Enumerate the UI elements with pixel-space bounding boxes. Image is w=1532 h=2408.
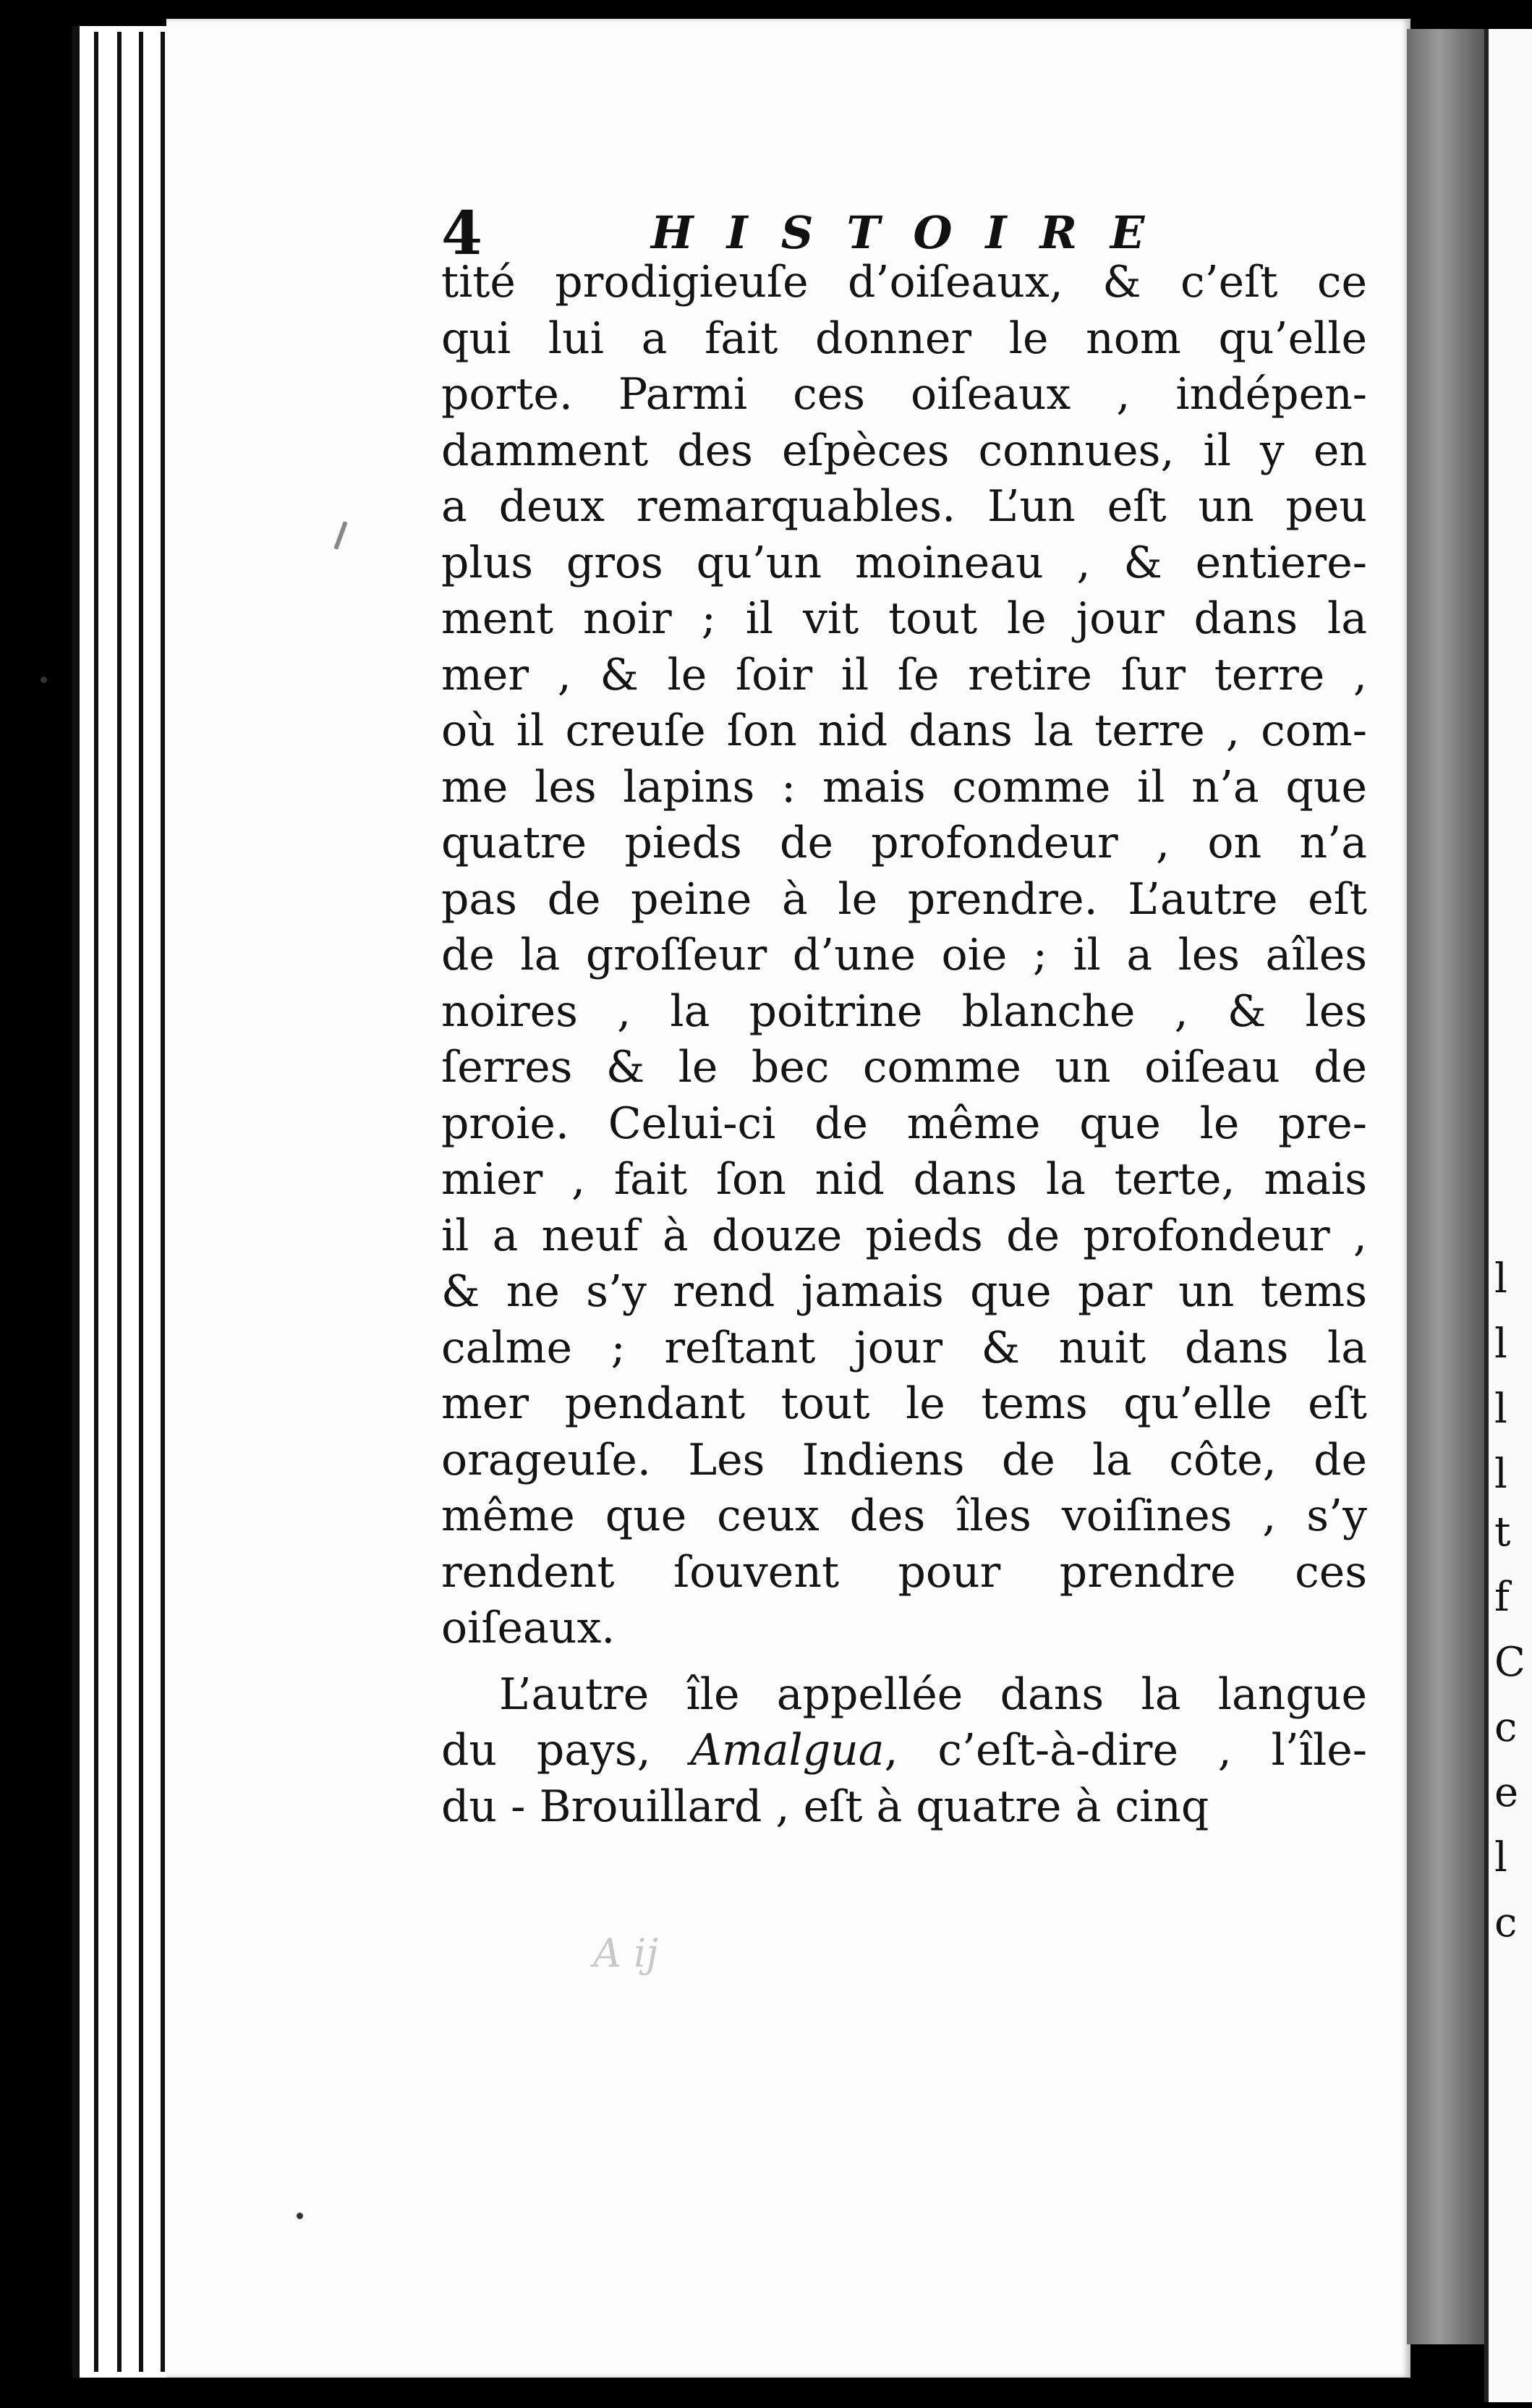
page-number: 4 <box>441 199 483 268</box>
page-gutter <box>1407 29 1486 2344</box>
text-line: L’autre île appellée dans la langue <box>499 1669 1367 1720</box>
text-line: mier , fait ſon nid dans la terte, mais <box>441 1154 1367 1205</box>
text-line: me les lapins : mais comme il n’a que <box>441 761 1367 813</box>
body-text <box>441 255 1367 1835</box>
text-line: il a neuf à douze pieds de profondeur , <box>441 1210 1367 1261</box>
next-page-letter: c <box>1494 1899 1518 1946</box>
text-line: oiſeaux. <box>441 1603 616 1653</box>
ink-speck <box>297 2213 303 2219</box>
page-edge-line <box>161 32 165 2372</box>
text-line: ment noir ; il vit tout le jour dans la <box>441 593 1367 644</box>
text-line: pas de peine à le prendre. L’autre eſt <box>441 873 1367 925</box>
text-line: où il creuſe ſon nid dans la terre , com- <box>441 705 1367 756</box>
text-line: plus gros qu’un moineau , & entiere- <box>441 537 1367 588</box>
text-line: calme ; reſtant jour & nuit dans la <box>441 1322 1367 1373</box>
text-line: ſerres & le bec comme un oiſeau de <box>441 1042 1367 1093</box>
next-page-letter: e <box>1494 1769 1519 1816</box>
page-edge-line <box>117 32 122 2372</box>
next-page-letter: c <box>1494 1704 1518 1751</box>
text-line: tité prodigieuſe d’oiſeaux, & c’eſt ce <box>441 257 1367 308</box>
page-edge-line <box>94 32 98 2372</box>
place-name-italic: Amalgua <box>690 1725 885 1776</box>
running-head-title: HISTOIRE <box>651 206 1178 259</box>
text-line: porte. Parmi ces oiſeaux , indépen- <box>441 369 1367 420</box>
next-page-letter: f <box>1494 1574 1510 1621</box>
text-line: mer , & le ſoir il ſe retire ſur terre , <box>441 649 1367 700</box>
next-page-letter: l <box>1494 1320 1507 1368</box>
text-line: orageuſe. Les Indiens de la côte, de <box>441 1434 1367 1485</box>
paragraph-1 <box>441 255 1367 1657</box>
next-page-letter: l <box>1494 1451 1507 1498</box>
text-line: noires , la poitrine blanche , & les <box>441 985 1367 1037</box>
text-line: damment des eſpèces connues, il y en <box>441 425 1367 476</box>
text-line: de la groſſeur d’une oie ; il a les aîles <box>441 930 1367 980</box>
next-page-letter: C <box>1494 1639 1525 1686</box>
next-page-letter: l <box>1494 1386 1507 1433</box>
text-line: du pays, Amalgua, c’eſt-à-dire , l’île- <box>441 1725 1368 1776</box>
next-page-edge <box>1484 29 1532 2402</box>
text-line: a deux remarquables. L’un eſt un peu <box>441 481 1367 532</box>
page-edge-line <box>139 32 143 2372</box>
text-line: & ne s’y rend jamais que par un tems <box>441 1266 1367 1317</box>
paragraph-gap <box>441 1657 1367 1667</box>
next-page-letter: l <box>1494 1834 1507 1881</box>
paragraph-2 <box>441 1667 1367 1836</box>
signature-mark: A ij <box>593 1930 659 1976</box>
text-line: qui lui a fait donner le nom qu’elle <box>441 313 1367 364</box>
next-page-letter: l <box>1494 1255 1507 1302</box>
text-line: même que ceux des îles voiſines , s’y <box>441 1491 1367 1541</box>
text-line: proie. Celui-ci de même que le pre- <box>441 1098 1367 1149</box>
text-line: mer pendant tout le tems qu’elle eſt <box>441 1378 1367 1429</box>
ink-speck <box>41 677 47 683</box>
text-line: rendent ſouvent pour prendre ces <box>441 1546 1367 1598</box>
text-line: quatre pieds de profondeur , on n’a <box>441 818 1367 868</box>
text-line: du - Brouillard , eſt à quatre à cinq <box>441 1781 1209 1832</box>
next-page-letter: t <box>1494 1509 1511 1556</box>
